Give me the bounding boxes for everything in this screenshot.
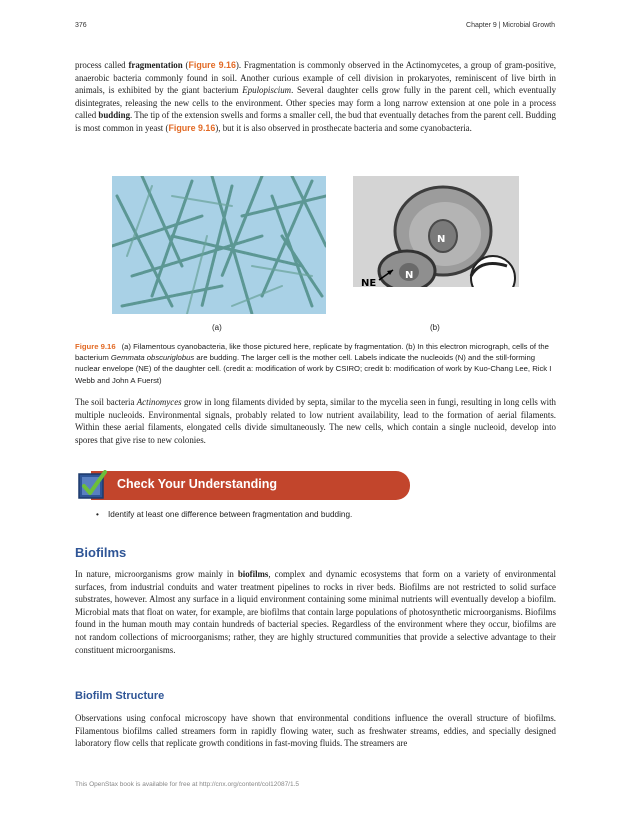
figure-image-cyanobacteria [112,176,326,314]
text-run: ( [182,60,189,70]
term-budding: budding [98,110,131,121]
page-footer: This OpenStax book is available for free at http://cnx.org/content/col12087/1.5 [75,781,300,788]
list-item [96,510,352,519]
page-number: 376 [75,22,87,29]
label-nucleoid-mother: N [437,234,446,245]
paragraph-actinomyces [75,396,556,446]
species-name: Epulopiscium [242,85,292,96]
paragraph-biofilm-structure: Observations using confocal microscopy have shown that environmental conditions influence the overall structure of biofilms. Filamentous biofilms called streamers form in rapidly flowing water, such as freshwater streams, eddies, and specially designed laboratory flow cells that replicate growth conditions in fast-moving fluids. The streamers are [75,713,556,749]
genus-name: Actinomyces [136,397,182,407]
text-run: ). Fragmentation is commonly observed in the Actinomycetes, a group of gram-positive, anaerobic bacteria commonly found in soil. Another curious example of cell division in prokaryotes, reminiscent of live birth in animals, is exhibited by the giant bacterium [75,60,557,96]
text-run: grow in long filaments divided by septa, similar to the mycelia seen in fungi, resulting in long cells with multiple nucleoids. Environmental signals, probably related to low nutrient availability, lead to the formation of aerial filaments. Within these aerial filaments, elongated cells divide simultaneously. The new cells, which contain a single nucleoid, develop into spores that give rise to new colonies. [75,397,556,445]
text-run: In nature, microorganisms grow mainly in [75,569,238,579]
term-fragmentation: fragmentation [128,60,183,70]
species-name: Gemmata obscuriglobus [110,353,195,363]
text-run: (a) Filamentous cyanobacteria, like those pictured here, replicate by fragmentation. (b) In this electron micrograph, cells of the bacterium [75,342,549,363]
paragraph-fragmentation-budding [75,59,556,135]
section-heading: Biofilms [75,545,127,560]
figure-sublabel-a: (a) [212,323,222,332]
label-nuclear-envelope: NE [361,278,377,287]
figure-caption [75,341,556,386]
text-run: process called [75,60,129,70]
question-text: Identify at least one difference between fragmentation and budding. [108,510,353,519]
figure-image-electron-micrograph [353,176,519,287]
bullet-marker: • [96,510,99,519]
figure-link[interactable]: Figure 9.16 [188,60,236,70]
text-run: are budding. The larger cell is the mother cell. Labels indicate the nucleoids (N) and the still-forming nuclear envelope (NE) of the daughter cell. (credit a: modification of work by CSIRO; credit b: modification of work by Kuo-Chang Lee, Rick I Webb and John A Fuerst) [75,353,552,385]
chapter-title: Chapter 9 | Microbial Growth [466,22,555,29]
text-run: ), but it is also observed in prosthecate bacteria and some cyanobacteria. [215,122,472,133]
label-nucleoid-daughter: N [405,270,414,281]
paragraph-biofilms [75,568,556,656]
figure-sublabel-b: (b) [430,323,440,332]
page-header [75,22,555,36]
text-run: , complex and dynamic ecosystems that form on a variety of environmental surfaces, from industrial conduits and water treatment pipelines to rocks in river beds. Biofilms are not restricted to solid surface substrates, however. Almost any surface in a liquid environment containing some minimal nutrients will eventually develop a biofilm. Microbial mats that float on water, for example, are biofilms that contain large populations of photosynthetic microorganisms. Biofilms found in the human mouth may contain hundreds of bacterial species. Regardless of the environment where they occur, biofilms are not random collections of microorganisms; rather, they are highly structured communities that provide a selective advantage to their constituent microorganisms. [75,569,556,655]
banner-title: Check Your Understanding [117,477,277,491]
text-run: . Several daughter cells grow fully in the parent cell, which eventually disintegrates, releasing the new cells to the environment. Other species may form a long narrow extension at one pole in a process called [75,85,557,121]
text-run: The soil bacteria [75,397,137,407]
figure-link[interactable]: Figure 9.16 [168,122,216,133]
figure-number: Figure 9.16 [75,342,116,351]
subsection-heading: Biofilm Structure [75,690,165,702]
term-biofilms: biofilms [237,569,269,579]
checkbox-check-icon [77,470,107,502]
check-understanding-banner [77,470,410,502]
text-run: . The tip of the extension swells and forms a smaller cell, the bud that eventually detaches from the parent cell. Budding is most common in yeast ( [75,110,556,133]
